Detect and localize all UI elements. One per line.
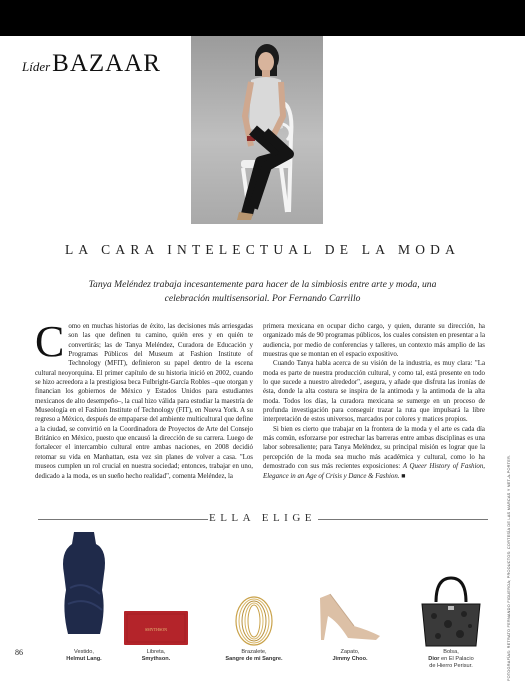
paragraph-end: . ■ [397, 472, 406, 480]
caption-extra: en El Palacio [439, 656, 474, 662]
caption-item: Brazalete, [241, 649, 267, 655]
paragraph [263, 425, 485, 481]
exhibitions-title: A Queer History of Fashion, Elegance in an Age of Crisis y Dance & Fashion [263, 463, 485, 480]
masthead-bazaar: BAZAAR [52, 50, 161, 77]
caption-item: Libreta, [146, 649, 166, 655]
photo-credit [506, 454, 513, 681]
article-deck: Tanya Meléndez trabaja incesantemente para hacer de la simbiosis entre arte y moda, una celebración multisensorial. Por Fernando Carrillo [88, 279, 437, 304]
photo-credit-text: FOTOGRAFÍAS: RETRATO FERNANDO FIGUEROA; PRODUCTOS: CORTESÍA DE LAS MARCAS Y NET-A-PORTER. [506, 454, 511, 681]
masthead-logo [22, 50, 161, 80]
paragraph-text: Si bien es cierto que trabajar en la frontera de la moda y el arte es cada día más común, esforzarse por estrechar las barreras entre ambas disciplinas es una labor sobresaliente; para Tanya Meléndez, su principal misión es lograr que la percepción de la moda sea mucho más académica y cultural, como lo ha demostrado con sus más recientes exposiciones: [263, 425, 485, 471]
caption-brand: Helmut Lang. [66, 656, 102, 662]
masthead-lider: Líder [22, 59, 51, 74]
caption-brand: Sangre de mi Sangre. [225, 656, 283, 662]
paragraph [35, 317, 253, 481]
caption-bracelet [214, 649, 294, 663]
article-column-2 [263, 322, 485, 481]
caption-item: Vestido, [74, 649, 94, 655]
shoe-image [318, 592, 382, 642]
portrait-photo [191, 36, 323, 224]
caption-dress [48, 649, 120, 663]
paragraph: Cuando Tanya habla acerca de su visión de la industria, es muy clara: "La moda es parte de nuestra producción cultural, y como tal, está presente en todo lo que sucede a nuestro alrededor", asegura, y añade que disfruta las ironías de ésta, donde la alta costura se inspira de la antimoda y la antimoda de la alta moda. Todos los días, la curadora mexicana se sumerge en un proceso de profunda investigación para conseguir trazar la ruta que impulsará la libre interpretación de estos universos, marcados por colores y matices propios. [263, 360, 485, 424]
paragraph-text: omo en muchas historias de éxito, las decisiones más arriesgadas son las que definen tu camino, quién eres y en quién te convertirás; las de Tanya Meléndez, Curadora de Educación y Programas Públicos del Museum at Fashion Institute of Technology (MFIT), definieron su papel dentro de la escena cultural neoyorquina. El primer capítulo de su historia inició en 2002, cuando se hizo acreedora a la prestigiosa beca Fulbright-García Robles –que otorgan y financian los gobiernos de México y Estados Unidos para estudiantes mexicanos de alto desempeño–, la cual hizo válida para estudiar la maestría de Museología en el Fashion Institute of Technology (FIT), en Nueva York. A su regreso a México, después de empaparse del ambiente multicultural que define a la ciudad, se convirtió en la Coordinadora de Proyectos de Arte del Consejo Británico en México, puesto que encausó la dirección de su carrera. Luego de fortalecer el intercambio cultural entre ambas naciones, en 2008 decidió retomar su vida en Manhattan, esta vez sin planes de volver a casa. "Los museos cumplen un rol crucial en nuestra sociedad; entonces, trabajar en uno, dedicado a la moda, es un sueño hecho realidad", comenta Meléndez, la [35, 323, 253, 480]
notebook-image [123, 610, 189, 646]
magazine-page [0, 36, 525, 700]
article-headline: LA CARA INTELECTUAL DE LA MODA [64, 242, 461, 257]
caption-brand: Smythson. [141, 656, 171, 662]
paragraph: primera mexicana en ocupar dicho cargo, y quien, durante su dirección, ha organizado más de 90 programas públicos, los cuales consisten en presentar a la audiencia, por medio de conferencias y talleres, un contexto más amplio de las muestras que se montan en el espacio expositivo. [263, 323, 485, 359]
page-number: 86 [15, 648, 23, 657]
drop-cap: C [35, 317, 65, 366]
caption-item: Bolsa, [443, 649, 459, 655]
caption-brand: Jimmy Choo. [332, 656, 368, 662]
caption-bag [414, 649, 488, 670]
ella-elige-title: ELLA ELIGE [208, 512, 316, 524]
bracelet-image [232, 594, 276, 648]
article-column-1 [35, 317, 253, 481]
caption-notebook [120, 649, 192, 663]
dress-image [58, 530, 110, 636]
caption-extra: de Hierro Perisur. [429, 663, 473, 669]
bag-image [418, 576, 484, 648]
caption-shoe [314, 649, 386, 663]
caption-brand: Dior [428, 656, 440, 662]
caption-item: Zapato, [340, 649, 360, 655]
svg-text:SMYTHSON: SMYTHSON [144, 627, 168, 632]
